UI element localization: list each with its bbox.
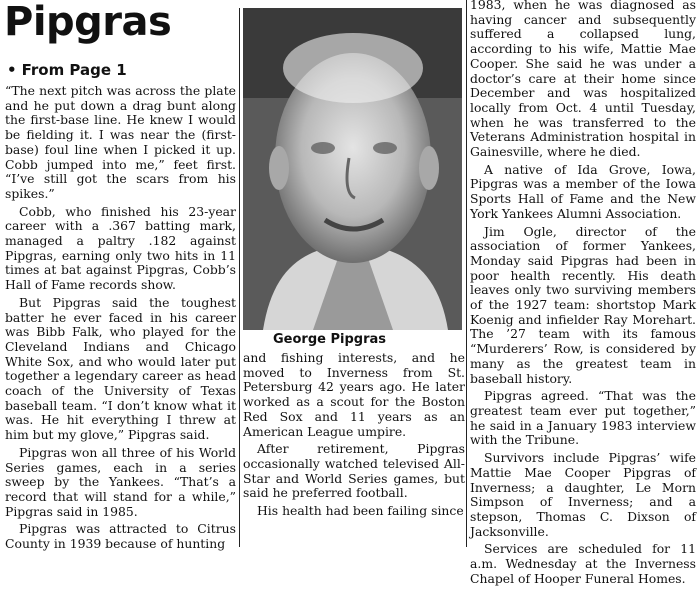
paragraph: But Pipgras said the toughest batter he ever faced in his career was Bibb Falk, who played for the Cleveland Indians and Chicago White Sox, and who would later put together a legendary career as head coach of the University of Texas baseball team. “I don’t know what it was. He hit everything I threw at him but my glove,” Pipgras said. (5, 294, 236, 443)
portrait-image (243, 8, 462, 330)
article-column-3 (470, 0, 696, 589)
paragraph: Survivors include Pipgras’ wife Mattie Mae Cooper Pipgras of Inverness; a daughter, Le Morn Simpson of Inverness; and a stepson, Thomas C. Dixson of Jacksonville. (470, 450, 696, 539)
article-column-1 (5, 84, 236, 555)
article-column-2 (243, 351, 465, 522)
paragraph: Pipgras was attracted to Citrus County in 1939 because of hunting (5, 521, 236, 552)
jump-label (7, 60, 127, 80)
paragraph: 1983, when he was diagnosed as having cancer and subsequently suffered a collapsed lung, according to his wife, Mattie Mae Cooper. She said he was under a doctor’s care at their home since December and was hospitalized locally from Oct. 4 until Tuesday, when he was transferred to the Veterans Administration hospital in Gainesville, where he died. (470, 0, 696, 160)
paragraph: Cobb, who finished his 23-year career with a .367 batting mark, managed a paltry .182 against Pipgras, earning only two hits in 11 times at bat against Pipgras, Cobb’s Hall of Fame records show. (5, 203, 236, 293)
column-divider (239, 8, 240, 547)
headline: Pipgras (4, 0, 172, 45)
paragraph: His health had been failing since (257, 503, 464, 519)
jump-label-text: From Page 1 (21, 61, 127, 79)
portrait-photo (243, 8, 462, 330)
paragraph: Pipgras won all three of his World Series games, each in a series sweep by the Yankees. “That’s a record that will stand for a while,” Pipgras said in 1985. (5, 444, 236, 519)
bullet-icon: • (7, 61, 17, 79)
photo-caption: George Pipgras (273, 332, 386, 347)
paragraph: Services are scheduled for 11 a.m. Wednesday at the Inverness Chapel of Hooper Funeral Homes. (470, 541, 696, 586)
paragraph: Jim Ogle, director of the association of former Yankees, Monday said Pipgras had been in poor health recently. His death leaves only two surviving members of the 1927 team: shortstop Mark Koenig and infielder Ray Morehart. The ’27 team with its famous “Murderers’ Row, is considered by many as the greatest team in baseball history. (470, 223, 696, 386)
column-divider (466, 0, 467, 547)
paragraph: A native of Ida Grove, Iowa, Pipgras was a member of the Iowa Sports Hall of Fame and the New York Yankees Alumni Association. (470, 161, 696, 221)
paragraph: “The next pitch was across the plate and he put down a drag bunt along the first-base line. He knew I would be fielding it. I was near the (first-base) foul line when I picked it up. Cobb jumped into me,” feet first. “I’ve still got the scars from his spikes.” (5, 83, 236, 201)
paragraph: After retirement, Pipgras occasionally watched televised All-Star and World Series games, but said he preferred football. (243, 441, 465, 501)
paragraph: Pipgras agreed. “That was the greatest team ever put together,” he said in a January 1983 interview with the Tribune. (470, 388, 696, 448)
paragraph: and fishing interests, and he moved to Inverness from St. Petersburg 42 years ago. He later worked as a scout for the Boston Red Sox and 11 years as an American League umpire. (243, 350, 465, 439)
